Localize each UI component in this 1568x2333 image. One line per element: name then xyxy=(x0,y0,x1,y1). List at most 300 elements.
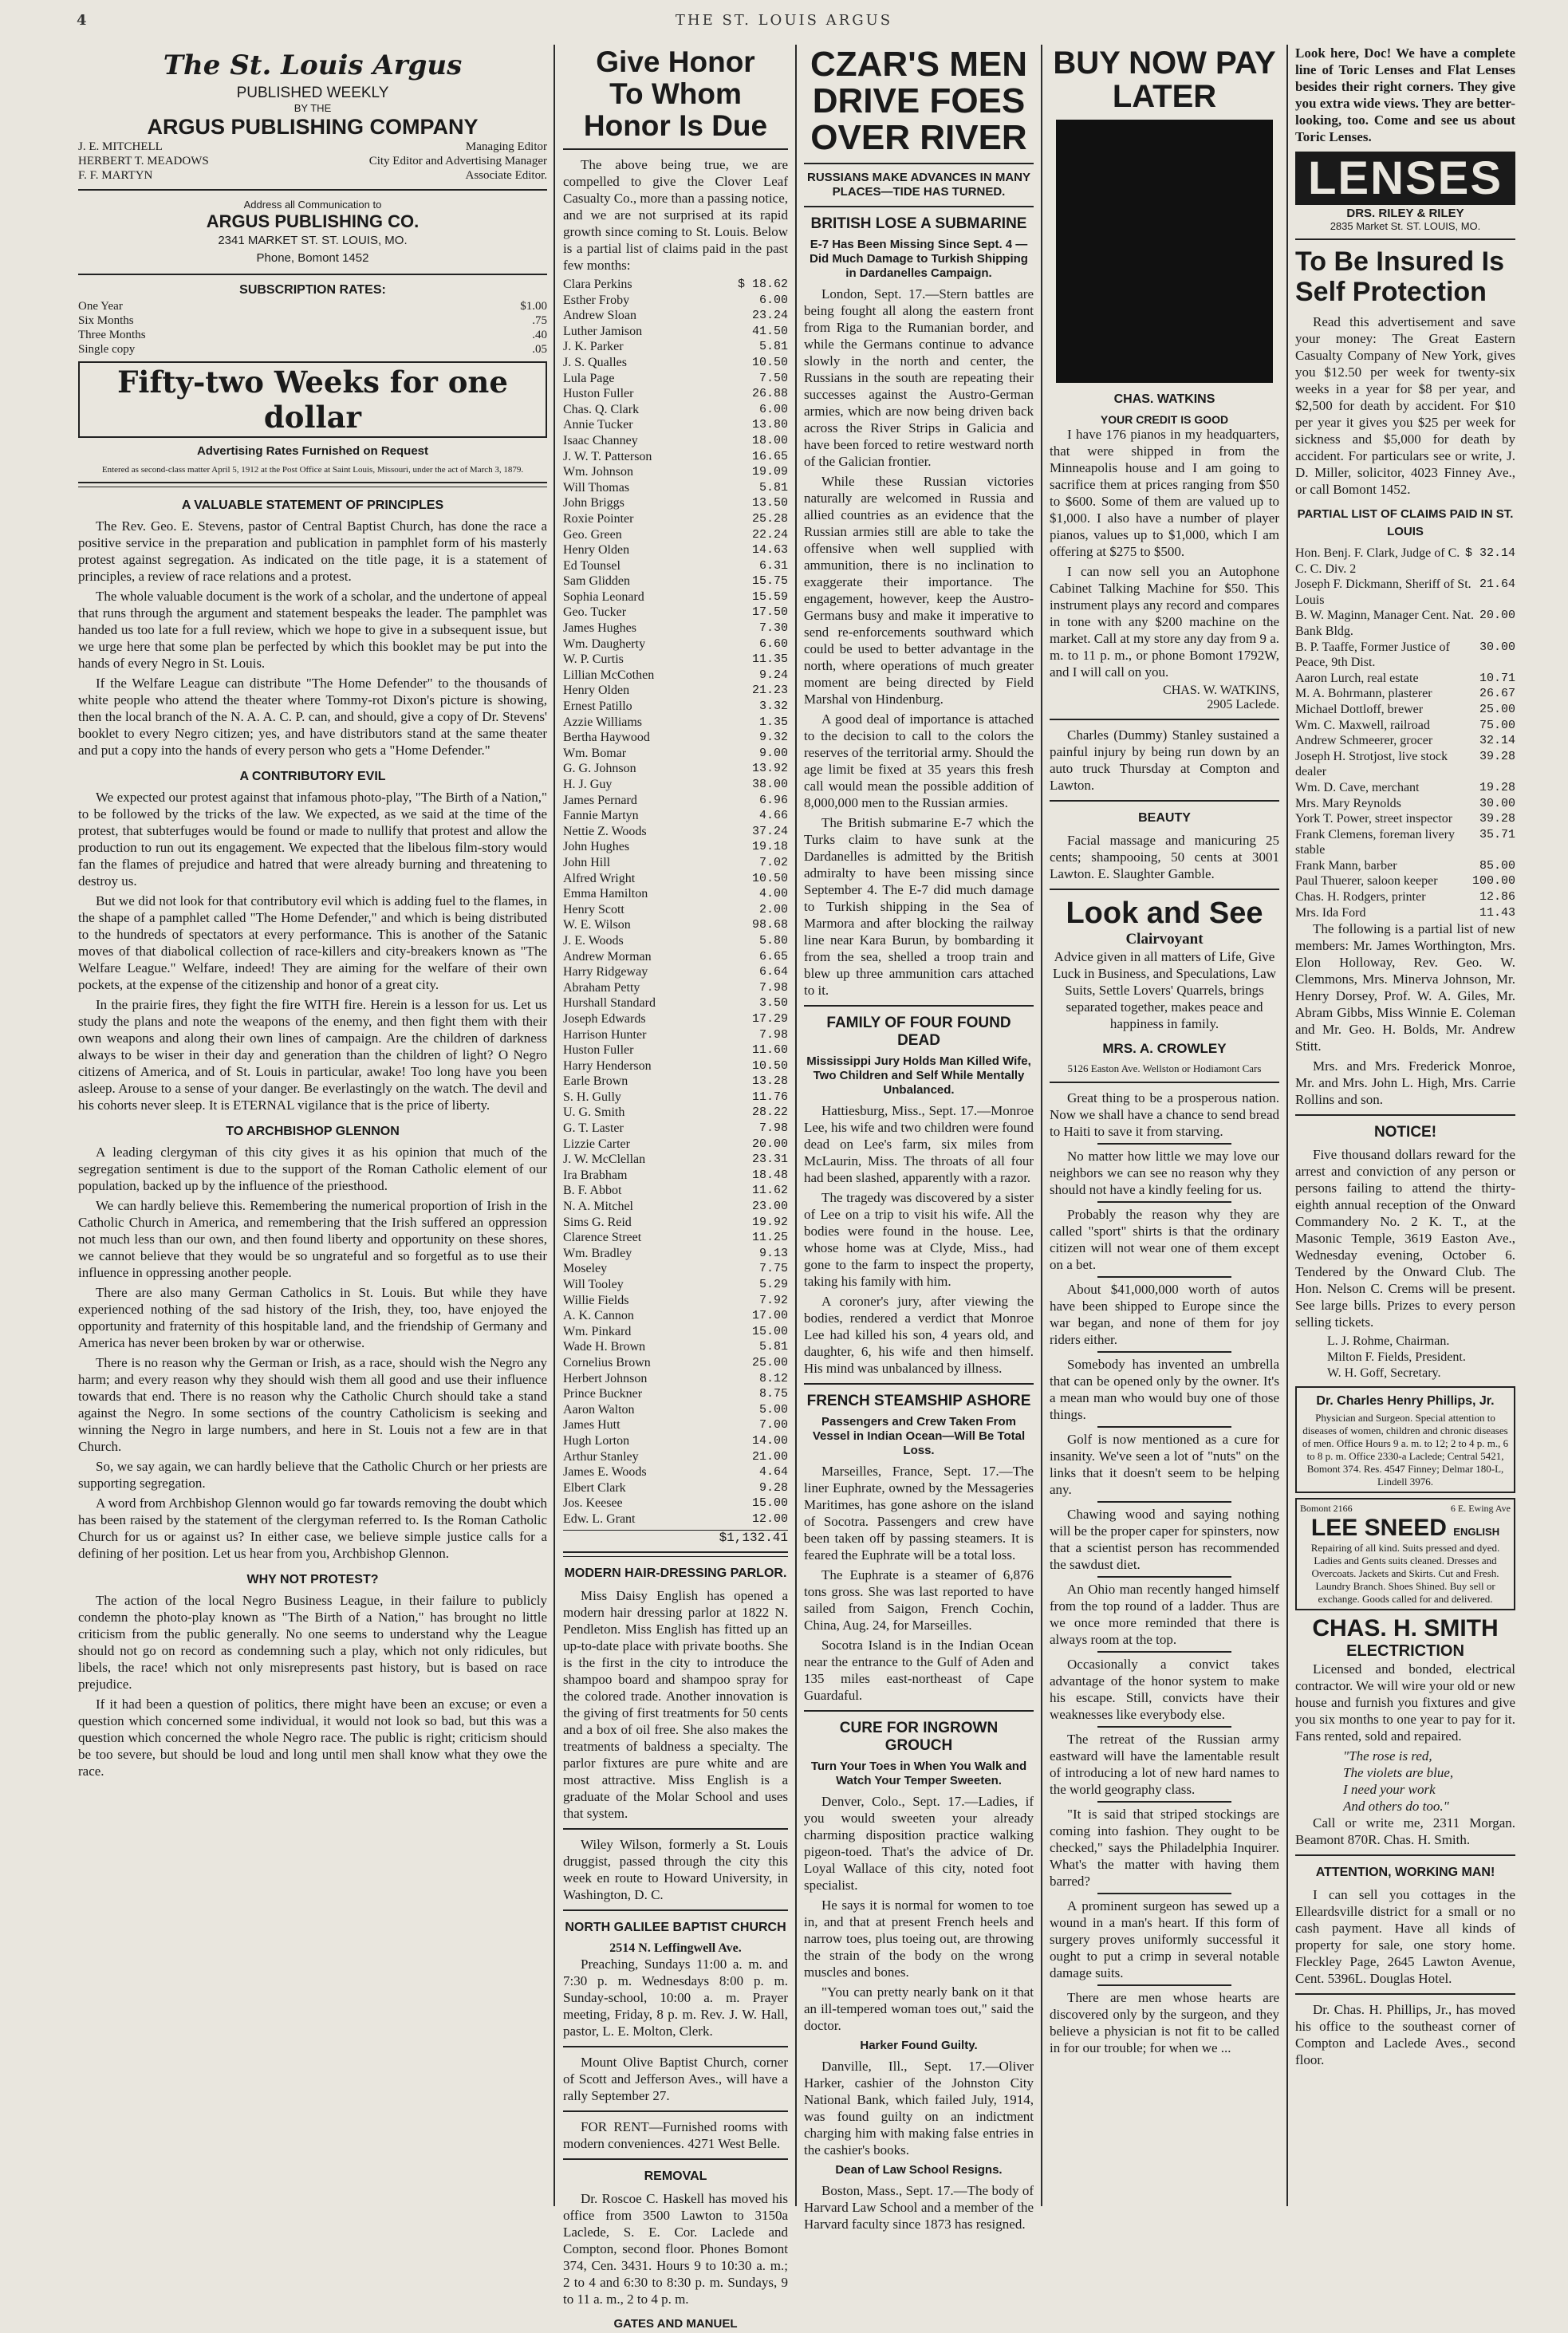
claim-name: Clarence Street xyxy=(563,1231,642,1245)
partial-claim-row xyxy=(1295,546,1515,577)
paragraph: The Euphrate is a steamer of 6,876 tons gross. She was last reported to have sailed from Saigon, French Cochin, China, Aug. 24, for Marseilles. xyxy=(804,1567,1034,1633)
claim-name: Edw. L. Grant xyxy=(563,1511,636,1526)
claim-amount: 14.63 xyxy=(751,543,788,558)
claim-row xyxy=(563,730,788,746)
paragraph: In the prairie fires, they fight the fire WITH fire. Herein is a lesson for us. Let us study the plans and note the weapons of the enemy, and then fight them with their own weapons and along their own lines of campaign. Are the children of darkness always to be wiser in their day and generation than the children of light? O Negro citizens of America, and of St. Louis in particular, awake! Too long have you been asleep. Arouse to a sense of your danger. Be everlastingly on the watch. The devil and his cohorts never sleep. It is ETERNAL vigilance that is the price of liberty. xyxy=(78,997,547,1113)
claim-amount: 19.09 xyxy=(751,465,788,479)
claim-name: G. G. Johnson xyxy=(563,762,636,776)
claim-amount: 3.50 xyxy=(758,996,788,1011)
brief-item: A prominent surgeon has sewed up a wound in a man's heart. If this form of surgery proves uniformly successful it ought to put a crimp in several notable damage suits. xyxy=(1050,1898,1279,1980)
claim-row xyxy=(563,871,788,887)
claim-row xyxy=(563,1090,788,1105)
claim-row xyxy=(563,417,788,433)
paragraph: Marseilles, France, Sept. 17.—The liner Euphrate, owned by the Messageries Maritimes, has gone ashore on the island of Socotra. Passengers and crew have been taken off by passing steamers. It is feared the Euphrate will be a total loss. xyxy=(804,1464,1034,1563)
attention-title: ATTENTION, WORKING MAN! xyxy=(1315,1866,1495,1880)
sneed-phone: Bomont 2166 xyxy=(1300,1503,1353,1515)
phillips-moved: Dr. Chas. H. Phillips, Jr., has moved his office to the southeast corner of Compton and Laclede Aves., second floor. xyxy=(1295,2002,1515,2068)
claim-name: Elbert Clark xyxy=(563,1480,626,1495)
paragraph: If it had been a question of politics, there might have been an excuse; or even a question which concerned some individual, it would not look so bad, but this was a question which concerned the whole Negro race. The public is right; criticism should be too severe, but should be loud and long until men shall know what they owe the race. xyxy=(78,1697,547,1779)
claim-name: Huston Fuller xyxy=(563,387,634,401)
honor-headline xyxy=(563,46,788,142)
claim-name: Mrs. Mary Reynolds xyxy=(1295,796,1401,810)
claim-name: Frank Clemens, foreman livery stable xyxy=(1295,827,1455,857)
claim-name: B. P. Taaffe, Former Justice of Peace, 9th Dist. xyxy=(1295,640,1450,670)
rate-row: Three Months .40 xyxy=(78,329,547,341)
claim-row xyxy=(563,668,788,684)
claim-name: A. K. Cannon xyxy=(563,1309,634,1323)
claim-name: N. A. Mitchel xyxy=(563,1200,633,1214)
claim-name: Jos. Keesee xyxy=(563,1496,623,1511)
claim-name: Lillian McCothen xyxy=(563,668,655,682)
paragraph: Denver, Colo., Sept. 17.—Ladies, if you would sweeten your already charming disposition practice walking pigeon-toed. That's the advice of Dr. Loyal Wallace of this city, noted foot specialist. xyxy=(804,1794,1034,1893)
brief-item: Golf is now mentioned as a cure for insanity. We've seen a lot of "nuts" on the links that it doesn't seem to be helping any. xyxy=(1050,1432,1279,1497)
claim-row xyxy=(563,1308,788,1324)
submarine-deck: E-7 Has Been Missing Since Sept. 4 —Did Much Damage to Turkish Shipping in Dardanelles Campaign. xyxy=(810,238,1028,280)
paragraph: I can now sell you an Autophone Cabinet Talking Machine for $50. This instrument plays any record and compares in tone with any $200 machine on the market. Call at my store any day from 9 a. m. to 11 p. m., or phone Bomont 1792W, and I will call on you. xyxy=(1050,564,1279,680)
column-rule xyxy=(554,45,555,2206)
sneed-address: 6 E. Ewing Ave xyxy=(1450,1503,1511,1515)
claim-amount: 11.43 xyxy=(1479,905,1515,920)
claim-name: B. W. Maginn, Manager Cent. Nat. Bank Bldg. xyxy=(1295,609,1474,638)
claim-name: James E. Woods xyxy=(563,1465,647,1480)
paragraph: The Rev. Geo. E. Stevens, pastor of Central Baptist Church, has done the race a positive service in the preparation and publication in pamphlet form of his masterly protest against segregation. As indicated on the title page, it is a statement of principles, a review of race relations and a protest. xyxy=(78,518,547,584)
claim-name: Henry Olden xyxy=(563,543,630,558)
signature-line: W. H. Goff, Secretary. xyxy=(1327,1366,1441,1381)
claim-amount: 75.00 xyxy=(1479,718,1515,732)
claim-name: Harry Henderson xyxy=(563,1058,652,1073)
claim-row xyxy=(563,1464,788,1480)
claim-amount: 5.29 xyxy=(758,1278,788,1291)
claim-name: Roxie Pointer xyxy=(563,511,634,526)
claim-amount: 6.00 xyxy=(758,293,788,307)
claim-amount: 25.28 xyxy=(751,511,788,526)
claim-amount: 7.98 xyxy=(758,1027,788,1042)
members-list: The following is a partial list of new members: Mr. James Worthington, Mrs. Elon Holloway, Rev. Geo. W. Clemmons, Mrs. Minerva Johnson, Mr. Henry Dorsey, Prof. W. A. Giles, Mr. Abram Gibbs, Miss Winnie E. Coleman and Mr. Geo. H. Bolds, Mr. Andrew Stitt. xyxy=(1295,921,1515,1054)
claim-name: Michael Dottloff, brewer xyxy=(1295,702,1424,716)
paragraph: "You can pretty nearly bank on it that an ill-tempered woman toes out," said the doctor. xyxy=(804,1984,1034,2033)
grouch-deck: Turn Your Toes in When You Walk and Watch Your Temper Sweeten. xyxy=(810,1760,1027,1787)
claims-list xyxy=(563,277,788,1527)
claim-amount: 5.81 xyxy=(758,340,788,354)
rate-row: Single copy .05 xyxy=(78,343,547,356)
claim-amount: 7.98 xyxy=(758,1121,788,1136)
claim-amount: 19.92 xyxy=(751,1215,788,1229)
claim-amount: $ 32.14 xyxy=(1464,546,1515,560)
claim-row xyxy=(563,1417,788,1433)
claim-amount: 30.00 xyxy=(1479,640,1515,654)
claim-name: Joseph H. Strotjost, live stock dealer xyxy=(1295,749,1448,779)
claim-amount: 15.00 xyxy=(751,1496,788,1511)
claim-amount: 21.00 xyxy=(751,1449,788,1464)
paragraph: We can hardly believe this. Remembering the numerical proportion of Irish in the Catholic Church in America, and remembering that the Irish suffered an oppression not much less than our own, and then found liberty and opportunity on these shores, we cannot believe that they would be so ungrateful and so forgetful as to use their influence in oppressing another people. xyxy=(78,1198,547,1280)
czar-deck: RUSSIANS MAKE ADVANCES IN MANY PLACES—TIDE HAS TURNED. xyxy=(806,171,1031,199)
claim-amount: 17.00 xyxy=(751,1309,788,1323)
claim-row xyxy=(563,1011,788,1027)
claim-row xyxy=(563,1371,788,1387)
claim-name: Will Tooley xyxy=(563,1278,624,1291)
notice-signatures xyxy=(1327,1334,1515,1381)
partial-claim-row xyxy=(1295,796,1515,812)
poem-line: The violets are blue, xyxy=(1343,1765,1454,1781)
paragraph: A good deal of importance is attached to the decision to call to the colors the reserves of the territorial army. Should the age limit be fixed at 35 years this fresh call would mean the possible addition of 8,000,000 men to the Russian armies. xyxy=(804,711,1034,810)
claim-name: Wm. Pinkard xyxy=(563,1324,632,1338)
attention-body: I can sell you cottages in the Elleardsville district for a small or no cash payment. Have all kinds of property for sale, one story home. Fleckley Page, 2645 Lawton Avenue, Cent. 5396L. Douglas Hotel. xyxy=(1295,1887,1515,1987)
claim-row xyxy=(563,1027,788,1043)
running-head-title: THE ST. LOUIS ARGUS xyxy=(675,12,893,29)
claim-row xyxy=(563,1261,788,1277)
partial-claim-row xyxy=(1295,905,1515,921)
paragraph: There are also many German Catholics in St. Louis. But while they have experienced nothing of the sad history of the Irish, they, too, have enjoyed the opportunity and fraternity of this hospitable land, and the friendship of Germany and America has never been broken by war or otherwise. xyxy=(78,1285,547,1350)
smith-title: CHAS. H. SMITH xyxy=(1312,1615,1499,1642)
claim-name: Wm. C. Maxwell, railroad xyxy=(1295,718,1430,732)
claim-row xyxy=(563,589,788,605)
crowley-address: 5126 Easton Ave. Wellston or Hodiamont Cars xyxy=(1067,1062,1262,1074)
beauty-body: Facial massage and manicuring 25 cents; shampooing, 50 cents at 3001 Lawton. E. Slaughter Gamble. xyxy=(1050,833,1279,881)
claim-amount: 30.00 xyxy=(1479,796,1515,810)
claim-name: Andrew Schmeerer, grocer xyxy=(1295,734,1433,748)
claim-row xyxy=(563,1215,788,1231)
claim-name: G. T. Laster xyxy=(563,1121,624,1136)
claim-name: Sam Glidden xyxy=(563,574,630,589)
partial-claim-row xyxy=(1295,640,1515,671)
claim-amount: 15.59 xyxy=(751,589,788,604)
claim-amount: 6.64 xyxy=(758,965,788,979)
paragraph: London, Sept. 17.—Stern battles are being fought all along the eastern front from Riga to the Rumanian border, and while the Germans continue to advance slowly in the north and center, the Russians in the south are repeating their successes against the Austro-German armies, which are now being driven back across the River Strips in Galicia and have been forced to retire westward north of the Galician frontier. xyxy=(804,286,1034,469)
company-name: ARGUS PUBLISHING COMPANY xyxy=(147,115,479,139)
claim-row xyxy=(563,715,788,731)
claim-row xyxy=(563,886,788,902)
sneed-body: Repairing of all kind. Suits pressed and dyed. Ladies and Gents suits cleaned. Dresses and Overcoats. Jackets and Skirts. Cut and Fresh. Laundry Branch. Shoes Shined. Buy sell or exchange. Goods called for and delivered. xyxy=(1310,1542,1500,1606)
claim-row xyxy=(563,746,788,762)
poem xyxy=(1343,1748,1515,1815)
claim-name: J. E. Woods xyxy=(563,933,624,948)
family-deck: Mississippi Jury Holds Man Killed Wife, Two Children and Self While Mentally Unbalanced. xyxy=(806,1054,1031,1097)
smith-body: Licensed and bonded, electrical contractor. We will wire your old or new house and furnish you fixtures and give you six months to one year to pay for it. Fans rented, sold and repaired. xyxy=(1295,1661,1515,1744)
partial-claim-row xyxy=(1295,858,1515,874)
sneed-subtitle: ENGLISH xyxy=(1453,1526,1500,1539)
claim-row xyxy=(563,1246,788,1262)
column-rule xyxy=(1041,45,1042,2206)
claim-name: Ira Brabham xyxy=(563,1168,628,1182)
claim-row xyxy=(563,386,788,402)
claim-row xyxy=(563,949,788,965)
watkins-address: 2905 Laclede. xyxy=(1207,698,1279,711)
claim-name: Aaron Lurch, real estate xyxy=(1295,671,1419,685)
claim-name: Joseph Edwards xyxy=(563,1011,646,1026)
claim-name: Wm. D. Cave, merchant xyxy=(1295,780,1420,794)
claim-amount: 9.00 xyxy=(758,746,788,760)
claim-amount: 39.28 xyxy=(1479,812,1515,826)
claim-name: Willie Fields xyxy=(563,1293,629,1307)
claim-name: Prince Buckner xyxy=(563,1387,643,1401)
article-contributory-evil xyxy=(78,770,547,1113)
claim-amount: 26.67 xyxy=(1479,687,1515,701)
brief-item: An Ohio man recently hanged himself from the top round of a ladder. Thus are we once more reminded that there is always room at the top. xyxy=(1050,1582,1279,1647)
claim-row xyxy=(563,339,788,355)
insured-body: Read this advertisement and save your money: The Great Eastern Casualty Company of New York, gives you $12.50 per week for twenty-six weeks in a year for $8 per year, and $2,500 for death by accident. For $10 per year it gives you $25 per week for sickness and $5,000 for death by accident. For particulars see or write, J. D. Miller, solicitor, 4023 Finney Ave., or call Bomont 1452. xyxy=(1295,314,1515,497)
paragraph-list xyxy=(1050,1090,1279,2056)
claim-row xyxy=(563,542,788,558)
claim-row xyxy=(563,1480,788,1496)
claim-amount: 7.92 xyxy=(758,1293,788,1307)
partial-claims-list xyxy=(1295,546,1515,920)
signature-line: Milton F. Fields, President. xyxy=(1327,1350,1466,1365)
claim-amount: 8.75 xyxy=(758,1387,788,1401)
claim-row xyxy=(563,917,788,933)
claim-row xyxy=(563,995,788,1011)
claim-amount: 6.31 xyxy=(758,558,788,573)
claim-amount: 100.00 xyxy=(1471,874,1515,889)
claim-amount: 18.48 xyxy=(751,1168,788,1182)
claim-row xyxy=(563,277,788,293)
claim-amount: 10.50 xyxy=(751,355,788,369)
claim-row xyxy=(563,402,788,418)
claim-row xyxy=(563,793,788,809)
claim-name: Mrs. Ida Ford xyxy=(1295,905,1366,920)
claim-amount: 11.62 xyxy=(751,1184,788,1198)
claim-name: Frank Mann, barber xyxy=(1295,858,1397,873)
claim-row xyxy=(563,1449,788,1465)
claim-amount: 28.22 xyxy=(751,1105,788,1120)
church-title: NORTH GALILEE BAPTIST CHURCH xyxy=(565,1920,786,1934)
claim-row xyxy=(563,1042,788,1058)
claim-name: Abraham Petty xyxy=(563,980,640,995)
claim-name: Isaac Channey xyxy=(563,433,638,447)
paragraph: He says it is normal for women to toe in, and that at present French heels and narrow toes, plus toeing out, are throwing the strain of the body on the wrong muscles and bones. xyxy=(804,1898,1034,1980)
claim-row xyxy=(563,1324,788,1340)
submarine-headline: BRITISH LOSE A SUBMARINE xyxy=(810,215,1027,232)
claim-name: Chas. Q. Clark xyxy=(563,402,640,416)
claim-row xyxy=(563,1433,788,1449)
article-glennon xyxy=(78,1125,547,1562)
paragraph: The British submarine E-7 which the Turks claim to have sunk at the Dardanelles is admitted by the British admiralty to have been missing since September 4. The E-7 did much damage to Turkish shipping in the Sea of Marmora and after blocking the railway line near Kara Burun, by bombarding it from the sea, shelled a troop train and blew up three ammunition cars attached to it. xyxy=(804,815,1034,998)
watkins-title: CHAS. WATKINS xyxy=(1113,392,1215,406)
rate-row: One Year $1.00 xyxy=(78,300,547,313)
claim-row xyxy=(563,449,788,465)
claim-name: Bertha Haywood xyxy=(563,731,650,745)
claim-amount: 1.35 xyxy=(758,715,788,729)
claim-row xyxy=(563,1355,788,1371)
claim-row xyxy=(563,527,788,543)
claim-name: Wm. Bomar xyxy=(563,746,627,760)
poem-line: I need your work xyxy=(1343,1782,1436,1798)
claim-name: Alfred Wright xyxy=(563,871,636,885)
paragraph: Hattiesburg, Miss., Sept. 17.—Monroe Lee, his wife and two children were found dead on Lee's farm, six miles from McLaurin, Miss. The throats of all four had been slashed, apparently with a razor. xyxy=(804,1103,1034,1185)
staff-row xyxy=(78,168,547,183)
claim-amount: 13.50 xyxy=(751,496,788,510)
rate-row: Six Months .75 xyxy=(78,314,547,327)
claims-total: $1,132.41 xyxy=(563,1530,788,1545)
claim-name: Lizzie Carter xyxy=(563,1137,630,1151)
claim-amount: 11.76 xyxy=(751,1090,788,1104)
claim-amount: 5.81 xyxy=(758,1340,788,1354)
claim-name: John Briggs xyxy=(563,496,624,510)
notice-title: NOTICE! xyxy=(1373,1124,1437,1141)
claim-amount: 4.64 xyxy=(758,1465,788,1480)
claim-name: Emma Hamilton xyxy=(563,887,648,901)
claim-name: Andrew Sloan xyxy=(563,309,636,323)
claim-row xyxy=(563,1339,788,1355)
claim-row xyxy=(563,1105,788,1121)
headline-line: Honor Is Due xyxy=(583,109,768,142)
claim-row xyxy=(563,1074,788,1090)
steamship-deck: Passengers and Crew Taken From Vessel in Indian Ocean—Will Be Total Loss. xyxy=(812,1415,1026,1457)
claim-name: Paul Thuerer, saloon keeper xyxy=(1295,874,1438,889)
advertisement-image xyxy=(1056,120,1273,383)
claim-name: Geo. Green xyxy=(563,527,622,542)
mount-olive-note: Mount Olive Baptist Church, corner of Scott and Jefferson Aves., will have a rally September 27. xyxy=(563,2054,788,2103)
claim-amount: 26.88 xyxy=(751,387,788,401)
claim-amount: 35.71 xyxy=(1479,827,1515,841)
partial-claim-row xyxy=(1295,718,1515,734)
look-subtitle: Clairvoyant xyxy=(1125,931,1204,948)
claim-amount: 22.24 xyxy=(751,527,788,542)
partial-claim-row xyxy=(1295,686,1515,702)
claim-amount: 5.80 xyxy=(758,933,788,948)
claim-amount: 16.65 xyxy=(751,449,788,463)
claim-amount: 11.25 xyxy=(751,1231,788,1245)
claim-row xyxy=(563,1121,788,1137)
claim-amount: 39.28 xyxy=(1479,749,1515,763)
claim-name: York T. Power, street inspector xyxy=(1295,812,1453,826)
claim-name: Sims G. Reid xyxy=(563,1215,632,1229)
claim-amount: 10.71 xyxy=(1479,671,1515,685)
smith-subtitle: ELECTRICTION xyxy=(1346,1642,1464,1661)
paragraph: Boston, Mass., Sept. 17.—The body of Harvard Law School and a member of the Harvard faculty since 1873 has resigned. xyxy=(804,2183,1034,2232)
staff-row xyxy=(78,154,547,168)
smith-contact: Call or write me, 2311 Morgan. Beamont 870R. Chas. H. Smith. xyxy=(1295,1815,1515,1848)
claim-row xyxy=(563,1058,788,1074)
claim-amount: 25.00 xyxy=(751,1355,788,1369)
paragraph: So, we say again, we can hardly believe that the Catholic Church or her priests are supporting segregation. xyxy=(78,1459,547,1491)
watkins-signature: CHAS. W. WATKINS, xyxy=(1163,684,1279,697)
paragraph: A leading clergyman of this city gives it as his opinion that much of the segregation sentiment is due to the support of the Roman Catholic element of our population, backed up by the influence of the priesthood. xyxy=(78,1145,547,1193)
staff-name: HERBERT T. MEADOWS xyxy=(78,155,209,167)
claim-name: Nettie Z. Woods xyxy=(563,824,647,838)
claim-row xyxy=(563,293,788,309)
column-rule xyxy=(1286,45,1288,2206)
article-title: WHY NOT PROTEST? xyxy=(246,1573,379,1586)
claim-row xyxy=(563,573,788,589)
claim-amount: 25.00 xyxy=(1479,702,1515,716)
claim-name: Hugh Lorton xyxy=(563,1433,630,1448)
claim-amount: 9.13 xyxy=(758,1246,788,1260)
claim-row xyxy=(563,636,788,652)
partial-claim-row xyxy=(1295,577,1515,608)
church-body: Preaching, Sundays 11:00 a. m. and 7:30 p. m. Wednesdays 8:00 p. m. Sunday-school, 10:00 a. m. Prayer meeting, Friday, 8 p. m. Rev. J. W. Hall, pastor, L. E. Molton, Clerk. xyxy=(563,1956,788,2039)
partial-claim-row xyxy=(1295,702,1515,718)
claim-amount: 21.23 xyxy=(751,684,788,698)
claim-amount: 15.75 xyxy=(751,574,788,589)
family-headline: FAMILY OF FOUR FOUND DEAD xyxy=(826,1015,1011,1049)
ads-column xyxy=(1045,45,1284,2206)
paragraph: There is no reason why the German or Irish, as a race, should wish the Negro any harm; and every reason why they should wish them all good and use their influence towards that end. There is no reason why the Catholic Church should take a stand against the Negro. In some sections of the country Catholicism is seeking and winning the Negro in large numbers, and here in St. Louis not a few are in that Church. xyxy=(78,1355,547,1454)
claim-row xyxy=(563,683,788,699)
staff-name: J. E. MITCHELL xyxy=(78,140,163,153)
claim-amount: 10.50 xyxy=(751,1058,788,1073)
claim-row xyxy=(563,621,788,636)
claim-amount: 17.50 xyxy=(751,605,788,620)
czar-headline: CZAR'S MEN DRIVE FOES OVER RIVER xyxy=(810,45,1027,157)
claim-name: Henry Olden xyxy=(563,684,630,698)
claim-row xyxy=(563,1511,788,1527)
claim-amount: 98.68 xyxy=(751,918,788,932)
claim-name: Esther Froby xyxy=(563,293,630,307)
wiley-note: Wiley Wilson, formerly a St. Louis druggist, passed through the city this week en route to Howard University, in Washington, D. C. xyxy=(563,1836,788,1902)
poem-line: "The rose is red, xyxy=(1343,1748,1432,1764)
claim-name: U. G. Smith xyxy=(563,1105,625,1120)
claim-name: S. H. Gully xyxy=(563,1090,621,1104)
claim-amount: 19.18 xyxy=(751,840,788,854)
poem-line: And others do too." xyxy=(1343,1799,1449,1815)
claim-amount: 10.50 xyxy=(751,871,788,885)
sneed-card xyxy=(1295,1498,1515,1610)
claim-amount: 23.24 xyxy=(751,309,788,323)
claim-row xyxy=(563,808,788,824)
paragraph: But we did not look for that contributory evil which is adding fuel to the flames, in the shape of a pamphlet called "The Home Defender," and which is being distributed to the hundreds of spectators at every performance. This is another of the Satanic moves of that diabolical collection of race-killers and city-breakers known as "The Welfare League." Welfare, indeed! They are aiming for the welfare of their own pockets, at the expense of the citizenship and honor of a great city. xyxy=(78,893,547,992)
masthead-title: The St. Louis Argus xyxy=(163,49,463,81)
brief-item: About $41,000,000 worth of autos have been shipped to Europe since the war began, and none of them for joy riders either. xyxy=(1050,1282,1279,1347)
paragraph: Danville, Ill., Sept. 17.—Oliver Harker, cashier of the Johnston City National Bank, which failed July, 1914, was found guilty on an indictment charging him with making false entries in the cashier's books. xyxy=(804,2059,1034,2158)
for-rent-note: FOR RENT—Furnished rooms with modern conveniences. 4271 West Belle. xyxy=(563,2118,788,2151)
claim-name: James Pernard xyxy=(563,793,637,807)
claim-row xyxy=(563,308,788,324)
claim-name: James Hughes xyxy=(563,621,636,636)
published-weekly: PUBLISHED WEEKLY xyxy=(236,85,389,101)
news-column xyxy=(799,45,1038,2232)
advertising-rates: Advertising Rates Furnished on Request xyxy=(196,444,429,458)
lenses-banner: LENSES xyxy=(1295,152,1515,205)
paragraph: The action of the local Negro Business League, in their failure to publicly condemn the photo-play known as "The Birth of a Nation," has brought no little criticism from the public generally. No one seems to understand why the League should not go on record as condemning such a play, which not only ridicules, but libels, the race! which not only misrepresents past history, but is based on race prejudice. xyxy=(78,1593,547,1692)
claim-row xyxy=(563,1152,788,1168)
editorial-column xyxy=(73,45,552,2206)
article-principles xyxy=(78,499,547,759)
claim-amount: 4.00 xyxy=(758,887,788,901)
claim-name: J. W. McClellan xyxy=(563,1153,646,1167)
partial-claim-row xyxy=(1295,608,1515,639)
claim-name: Annie Tucker xyxy=(563,418,633,432)
claim-row xyxy=(563,464,788,480)
phillips-card xyxy=(1295,1386,1515,1493)
claim-row xyxy=(563,324,788,340)
partial-list-title: PARTIAL LIST OF CLAIMS PAID IN ST. LOUIS xyxy=(1297,507,1514,538)
claim-amount: 12.86 xyxy=(1479,890,1515,904)
claim-row xyxy=(563,371,788,387)
claim-name: Wm. Johnson xyxy=(563,465,633,479)
claim-name: Cornelius Brown xyxy=(563,1355,651,1369)
partial-claim-row xyxy=(1295,733,1515,749)
claim-row xyxy=(563,1402,788,1418)
insurance-column xyxy=(1290,45,1520,2206)
paragraph: The whole valuable document is the work of a scholar, and the undertone of appeal that runs through the argument and statement bespeaks the leader. The pamphlet was handed us too late for a full review, which we hope to give in a subsequent issue, but we urge here that some plan be perfected by which this booklet may be put into the hands of every Negro in St. Louis. xyxy=(78,589,547,671)
claim-row xyxy=(563,777,788,793)
claim-row xyxy=(563,761,788,777)
claim-amount: 7.00 xyxy=(758,1418,788,1433)
church-address: 2514 N. Leffingwell Ave. xyxy=(609,1941,742,1955)
brief-item: No matter how little we may love our neighbors we can see no reason why they should not have a kindly feeling for us. xyxy=(1050,1149,1279,1197)
insured-headline: To Be Insured Is Self Protection xyxy=(1295,246,1504,307)
paragraph: Socotra Island is in the Indian Ocean near the entrance to the Gulf of Aden and 135 miles east-northeast of Cape Guardaful. xyxy=(804,1637,1034,1703)
claim-amount: 32.14 xyxy=(1479,734,1515,748)
claim-amount: 13.28 xyxy=(751,1074,788,1089)
claim-name: Moseley xyxy=(563,1262,608,1276)
partial-claim-row xyxy=(1295,780,1515,796)
paragraph: We expected our protest against that infamous photo-play, "The Birth of a Nation," to be followed by the tricks of the law. We expected, as we said at the time of the protest, that subterfuges would be found or made to nullify that protest and allow the production to run out its engagement. We expected that the libelous film-story would fan the flames of prejudice and hatred that were already burning and threatening to destroy us. xyxy=(78,790,547,889)
claim-amount: 7.50 xyxy=(758,371,788,385)
look-body: Advice given in all matters of Life, Give Luck in Business, and Speculations, Law Suits, Settle Lovers' Quarrels, brings separated together, makes peace and happiness in family. xyxy=(1053,949,1276,1031)
claim-amount: 6.65 xyxy=(758,949,788,964)
paragraph: While these Russian victories naturally are welcomed in Russia and allied countries as an evidence that the Russian armies still are able to take the offensive when well supplied with ammunition, there is no inclination to exaggerate their importance. The engagement, however, keep the Austro-Germans busy and make it imperative to send re-enforcements southward which could be used to better advantage in the north, where operations of much greater moment are being directed by Field Marshal von Hindenburg. xyxy=(804,474,1034,707)
